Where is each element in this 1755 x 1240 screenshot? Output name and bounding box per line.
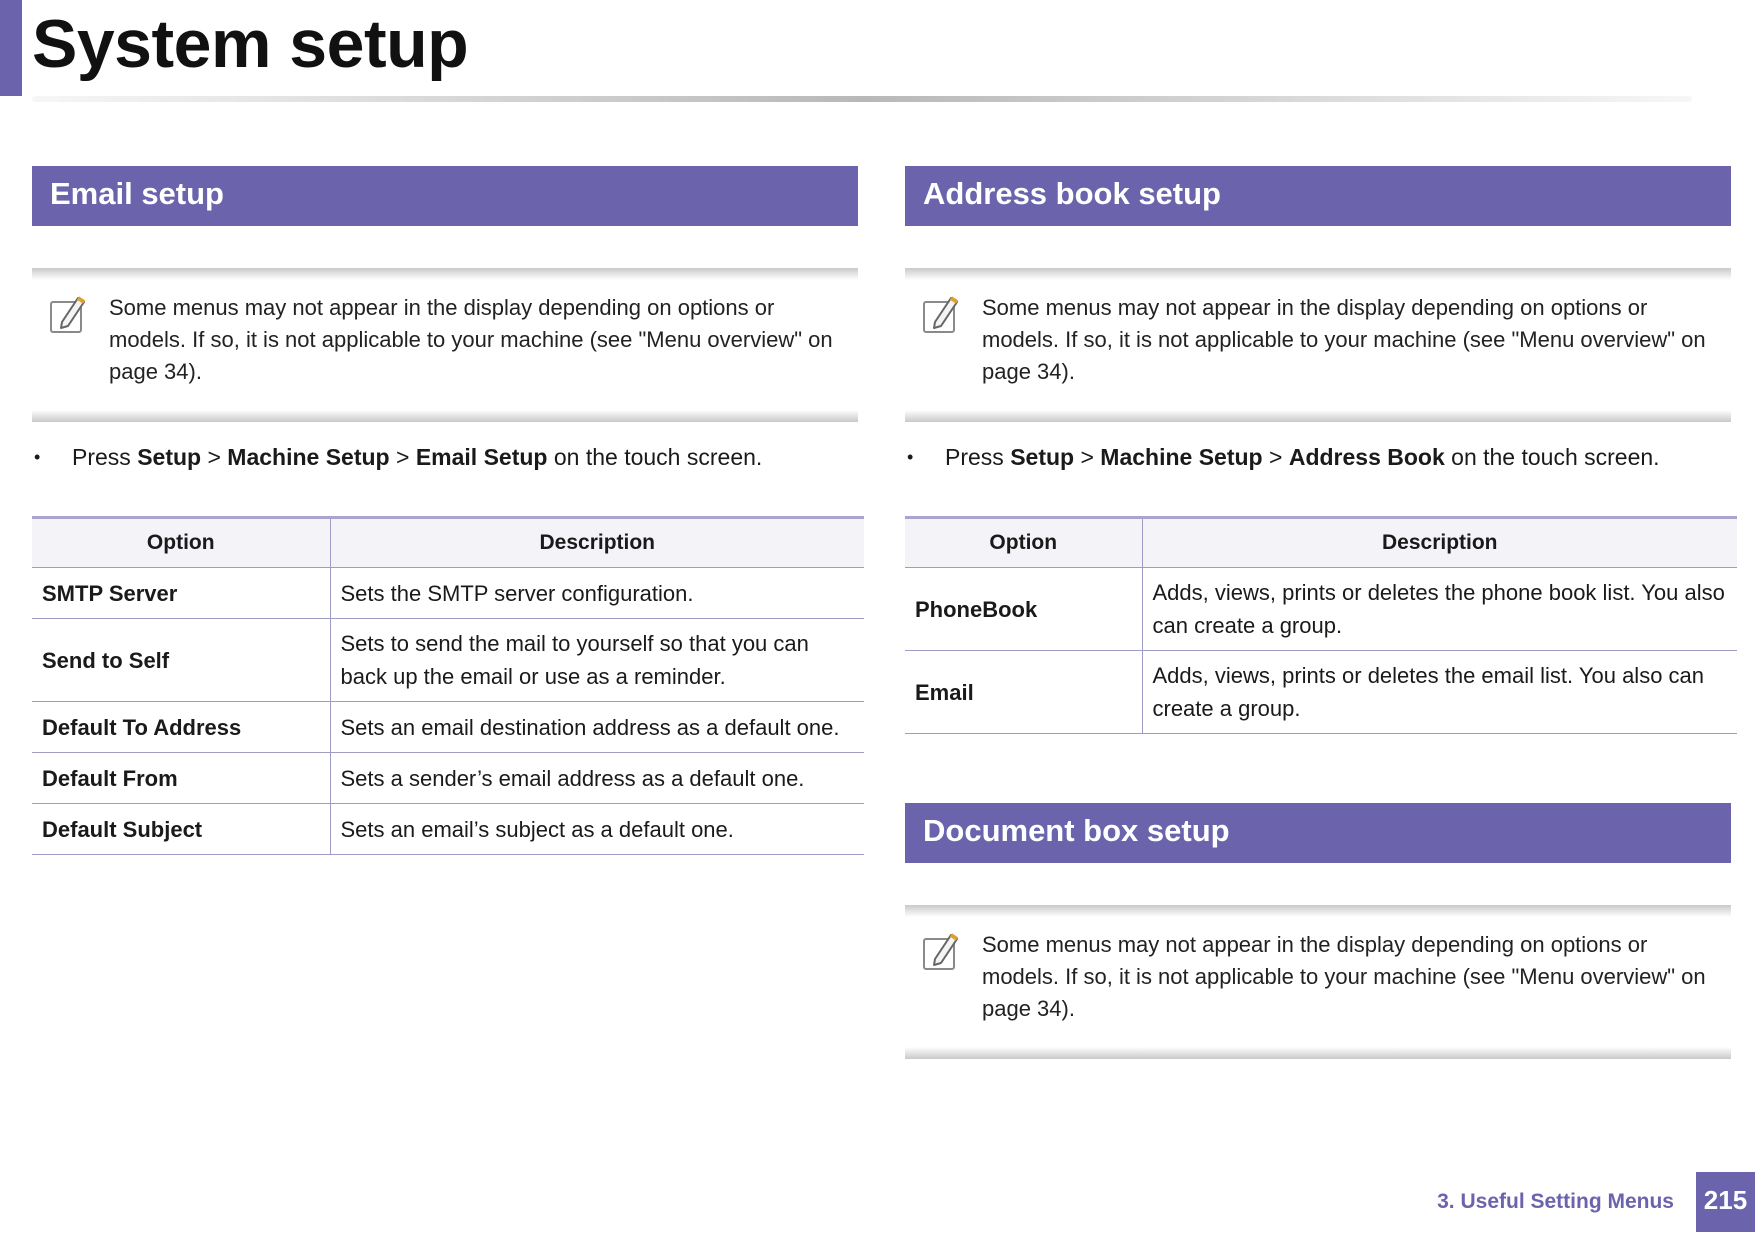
column-header-option: Option bbox=[32, 518, 330, 568]
note-box bbox=[905, 905, 1731, 1059]
option-name: Default To Address bbox=[32, 702, 330, 753]
address-book-options-table bbox=[905, 516, 1737, 734]
option-description: Sets to send the mail to yourself so that you can back up the email or use as a reminder. bbox=[330, 619, 864, 702]
table-row bbox=[905, 651, 1737, 734]
option-description: Sets the SMTP server configuration. bbox=[330, 568, 864, 619]
note-top-rule bbox=[32, 268, 858, 280]
page-number-badge: 215 bbox=[1696, 1172, 1755, 1232]
bullet-dot: • bbox=[907, 447, 914, 467]
column-header-description: Description bbox=[1142, 518, 1737, 568]
email-options-table bbox=[32, 516, 864, 855]
table-row bbox=[32, 619, 864, 702]
option-description: Sets an email destination address as a default one. bbox=[330, 702, 864, 753]
option-description: Sets an email’s subject as a default one. bbox=[330, 804, 864, 855]
table-row bbox=[32, 702, 864, 753]
option-description: Sets a sender’s email address as a default one. bbox=[330, 753, 864, 804]
column-header-description: Description bbox=[330, 518, 864, 568]
column-header-option: Option bbox=[905, 518, 1142, 568]
note-text: Some menus may not appear in the display depending on options or models. If so, it is not applicable to your machine (see "Menu overview" on page 34). bbox=[982, 295, 1706, 384]
table-row bbox=[32, 568, 864, 619]
table-row bbox=[32, 804, 864, 855]
note-box bbox=[905, 268, 1731, 422]
note-bottom-rule bbox=[905, 1047, 1731, 1059]
option-name: Default From bbox=[32, 753, 330, 804]
note-top-rule bbox=[905, 268, 1731, 280]
title-accent-bar bbox=[0, 0, 22, 96]
email-setup-section bbox=[32, 166, 858, 855]
option-name: Default Subject bbox=[32, 804, 330, 855]
note-pencil-icon bbox=[921, 929, 963, 975]
table-row bbox=[32, 753, 864, 804]
option-name: SMTP Server bbox=[32, 568, 330, 619]
option-name: Send to Self bbox=[32, 619, 330, 702]
section-heading-email: Email setup bbox=[32, 166, 858, 226]
option-name: PhoneBook bbox=[905, 568, 1142, 651]
section-heading-address-book: Address book setup bbox=[905, 166, 1731, 226]
bullet-dot: • bbox=[34, 447, 41, 467]
instruction-bullet: • Press Setup > Machine Setup > Address Book on the touch screen. bbox=[905, 440, 1731, 474]
instruction-bullet: • Press Setup > Machine Setup > Email Setup on the touch screen. bbox=[32, 440, 858, 474]
note-bottom-rule bbox=[905, 410, 1731, 422]
note-bottom-rule bbox=[32, 410, 858, 422]
note-text: Some menus may not appear in the display depending on options or models. If so, it is not applicable to your machine (see "Menu overview" on page 34). bbox=[982, 932, 1706, 1021]
note-pencil-icon bbox=[48, 292, 90, 338]
note-box bbox=[32, 268, 858, 422]
footer-chapter-label: 3. Useful Setting Menus bbox=[1437, 1190, 1674, 1213]
address-book-section bbox=[905, 166, 1731, 1059]
title-divider bbox=[32, 96, 1692, 102]
option-name: Email bbox=[905, 651, 1142, 734]
note-top-rule bbox=[905, 905, 1731, 917]
table-row bbox=[905, 568, 1737, 651]
page-title: System setup bbox=[32, 6, 469, 82]
option-description: Adds, views, prints or deletes the email list. You also can create a group. bbox=[1142, 651, 1737, 734]
table-header-row bbox=[905, 518, 1737, 568]
section-heading-document-box: Document box setup bbox=[905, 803, 1731, 863]
note-text: Some menus may not appear in the display depending on options or models. If so, it is not applicable to your machine (see "Menu overview" on page 34). bbox=[109, 295, 833, 384]
option-description: Adds, views, prints or deletes the phone book list. You also can create a group. bbox=[1142, 568, 1737, 651]
note-pencil-icon bbox=[921, 292, 963, 338]
table-header-row bbox=[32, 518, 864, 568]
